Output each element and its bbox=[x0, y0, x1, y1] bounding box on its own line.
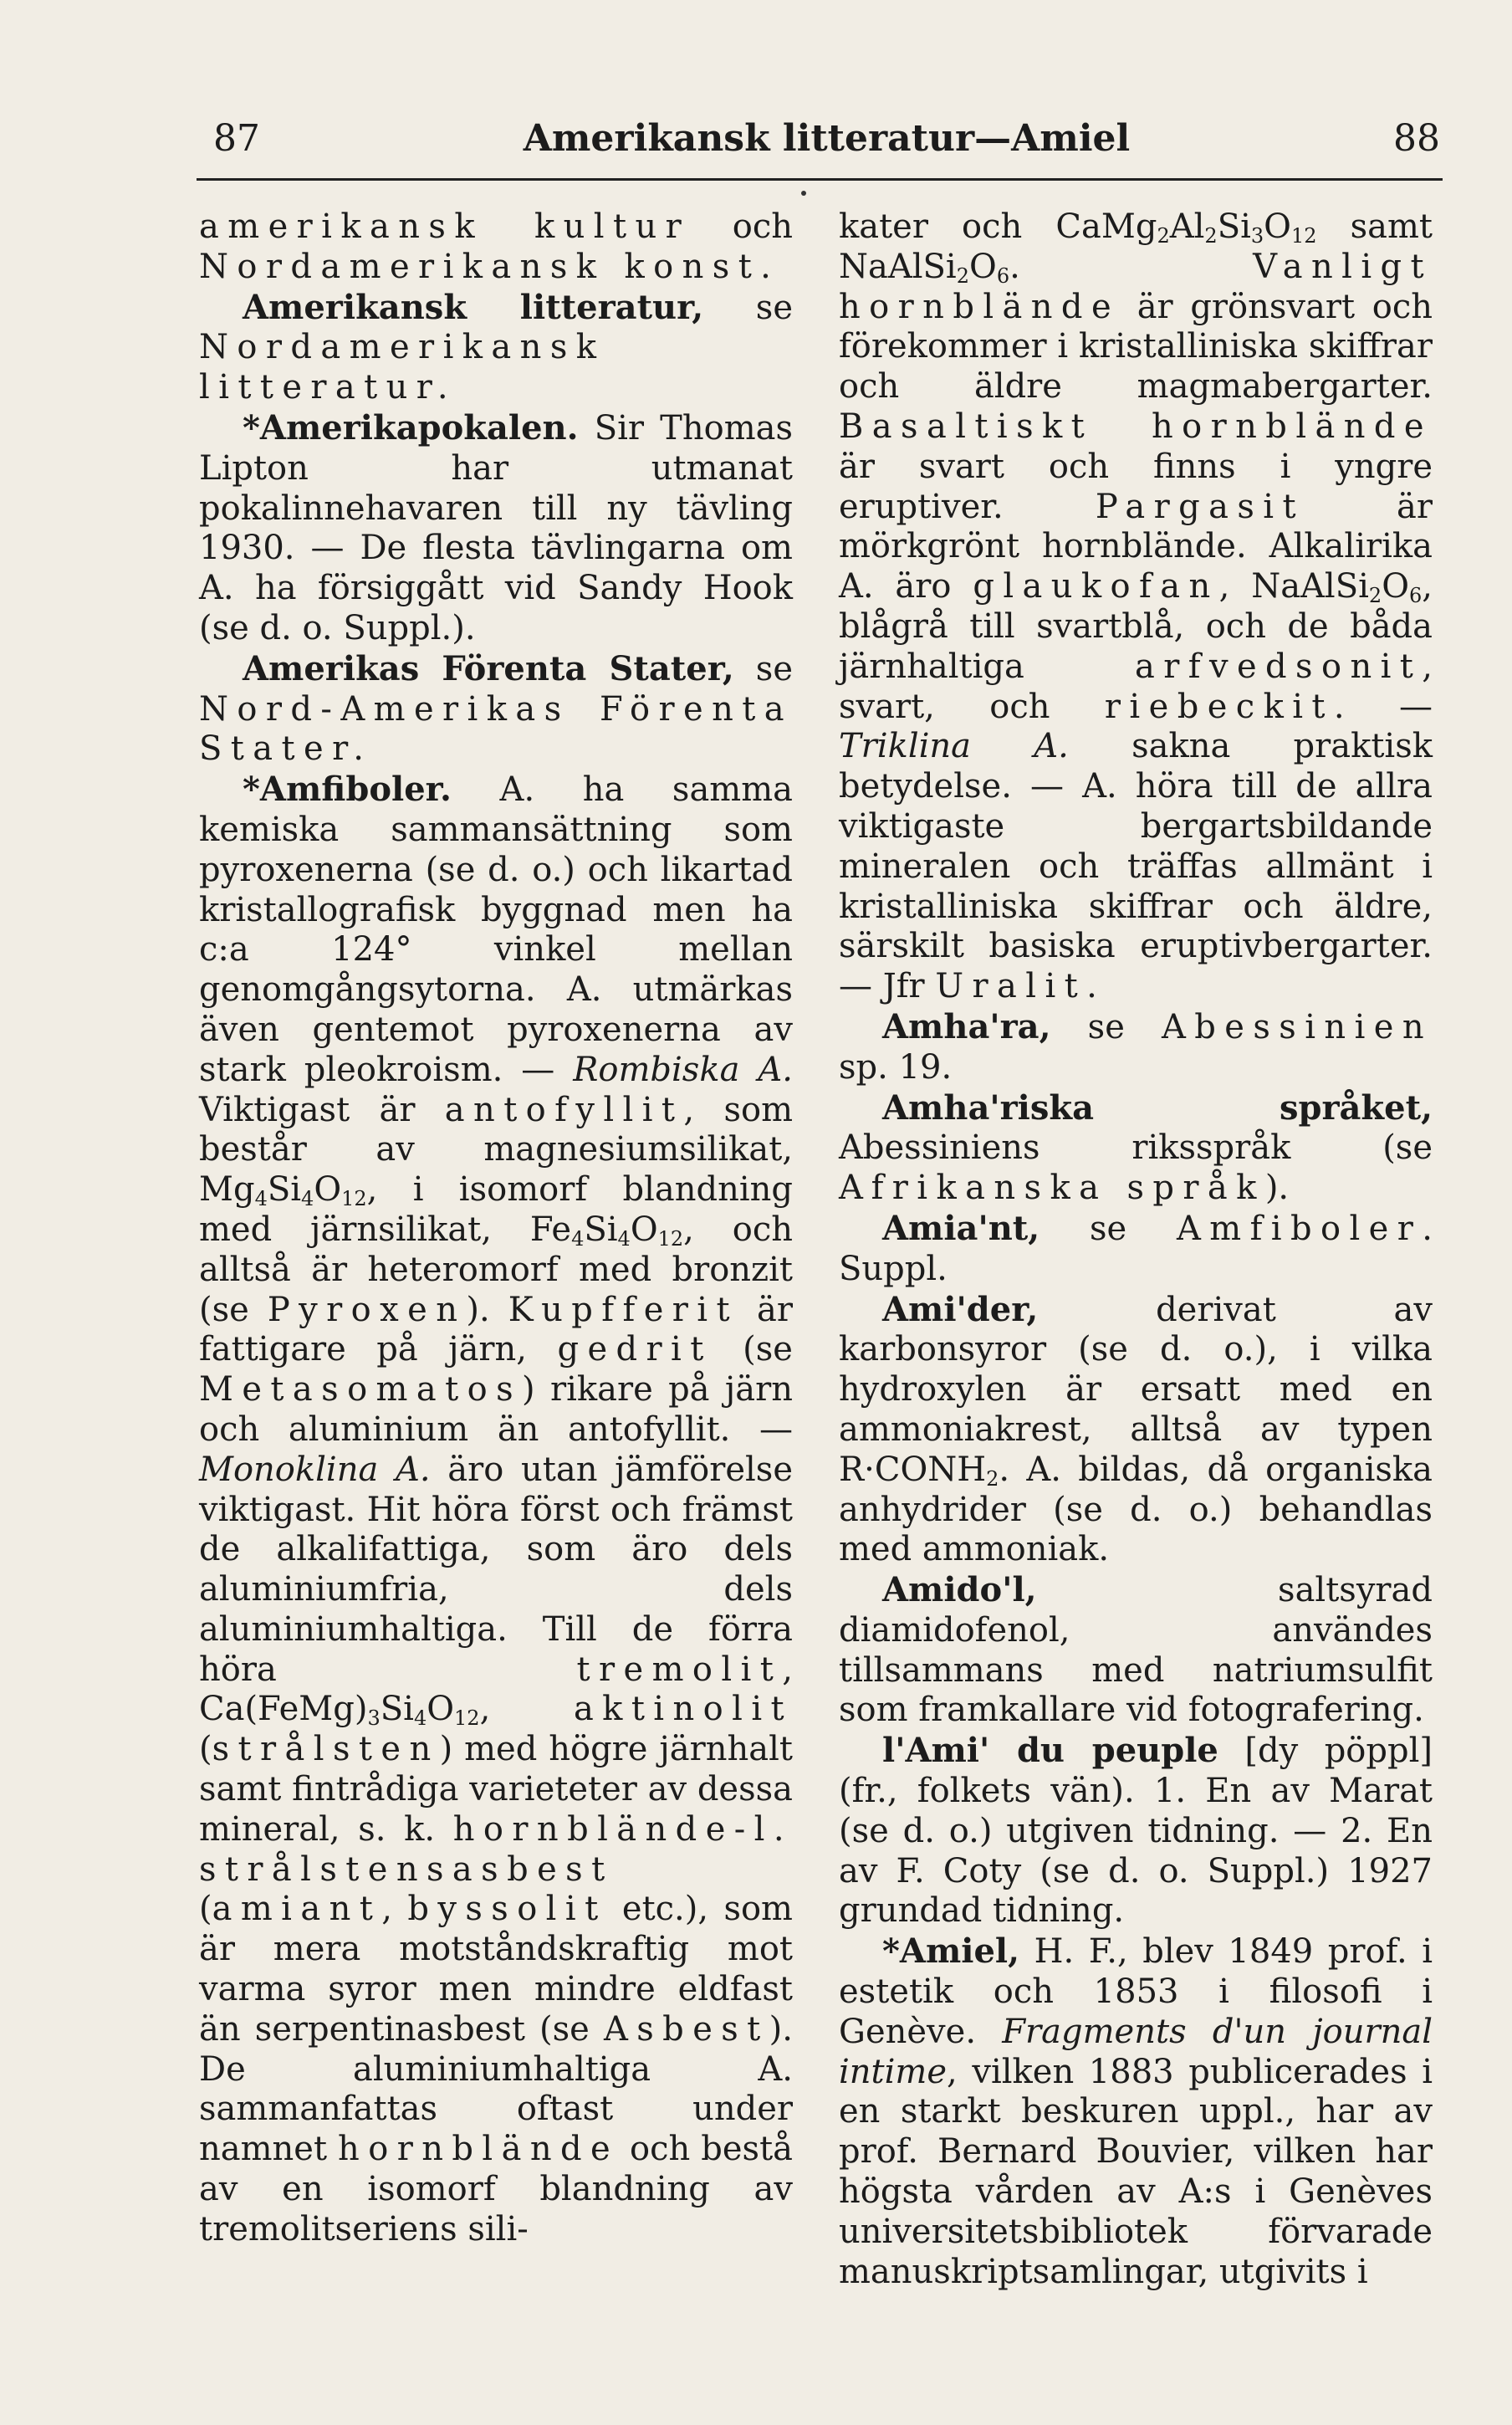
entry-headword: Amido'l, bbox=[882, 1570, 1037, 1610]
entry-amhara: Amha'ra, se Abessinien sp. 19. bbox=[839, 1006, 1433, 1087]
entry-continuation: amerikansk kultur och Nordamerikansk konst. bbox=[199, 207, 793, 286]
entry-amiel: *Amiel, H. F., blev 1849 prof. i estetik och 1853 i filosofi i Genève. Fragments d'un journal intime, vilken 1883 publicerades i en starkt beskuren uppl., har av prof. Bernard Bouvier, vilken har högsta vården av A:s i Genèves universitetsbibliotek förvarade manuskriptsamlingar, utgivits i bbox=[839, 1931, 1433, 2291]
entry-headword: Amha'ra, bbox=[882, 1006, 1051, 1046]
entry-amiant: Amia'nt, se Amfiboler. Suppl. bbox=[839, 1208, 1433, 1288]
entry-headword: Amia'nt, bbox=[882, 1208, 1040, 1248]
running-title: Amerikansk litteratur—Amiel bbox=[523, 117, 1131, 160]
entry-headword: *Amfiboler. bbox=[243, 770, 452, 810]
entry-headword: Ami'der, bbox=[882, 1289, 1039, 1329]
entry-amhariska-spraket: Amha'riska språket, Abessiniens riksspråk (se Afrikanska språk). bbox=[839, 1087, 1433, 1208]
entry-amerikansk-litteratur: Amerikansk litteratur, se Nordamerikansk litteratur. bbox=[199, 287, 793, 407]
entry-amfiboler: *Amfiboler. A. ha samma kemiska sammansättning som pyroxenerna (se d. o.) och likartad kristallografisk byggnad men ha c:a 124° vinkel mellan genomgångsytorna. A. utmärkas även gentemot pyroxenerna av stark pleokroism. — Rombiska A. Viktigast är antofyllit, som består av magnesiumsilikat, $Mg_4Si_4O_{12}$, i isomorf blandning med järnsilikat, $Fe_4Si_4O_{12}$, och alltså är heteromorf med bronzit (se Pyroxen). Kupfferit är fattigare på järn, gedrit (se Metasomatos) rikare på järn och aluminium än antofyllit. — Monoklina A. äro utan jämförelse viktigast. Hit höra först och främst de alkalifattiga, som äro dels aluminiumfria, dels aluminiumhaltiga. Till de förra höra tremolit, $Ca(FeMg)_3Si_4O_{12}$, aktinolit (strålsten) med högre järnhalt samt fintrådiga varieteter av dessa mineral, s. k. hornblände-l. strålstensasbest (amiant, byssolit etc.), som är mera motståndskraftig mot varma syror men mindre eldfast än serpentinasbest (se Asbest). De aluminiumhaltiga A. sammanfattas oftast under namnet hornblände och bestå av en isomorf blandning av tremolitseriens sili- bbox=[199, 770, 794, 2248]
left-column bbox=[199, 207, 793, 2250]
entry-lami-du-peuple: l'Ami' du peuple [dy pöppl] (fr., folkets vän). 1. En av Marat (se d. o.) utgiven tidning. — 2. En av F. Coty (se d. o. Suppl.) 1927 grundad tidning. bbox=[839, 1731, 1433, 1931]
entry-amerikas-forenta-stater: Amerikas Förenta Stater, se Nord-Amerikas Förenta Stater. bbox=[199, 648, 793, 769]
entry-headword: *Amiel, bbox=[882, 1931, 1020, 1972]
entry-amerikapokalen: *Amerikapokalen. Sir Thomas Lipton har utmanat pokalinnehavaren till ny tävling 1930. — De flesta tävlingarna om A. ha försiggått vid Sandy Hook (se d. o. Suppl.). bbox=[199, 407, 793, 647]
entry-headword: Amerikansk litteratur, bbox=[243, 287, 704, 327]
entry-amider: Ami'der, derivat av karbonsyror (se d. o.), i vilka hydroxylen är ersatt med en ammoniakrest, alltså av typen $R\cdot CONH_2$. A. bildas, då organiska anhydrider (se d. o.) behandlas med ammoniak. bbox=[839, 1289, 1433, 1569]
right-column bbox=[839, 207, 1433, 2292]
print-dot bbox=[801, 191, 806, 196]
entry-amidol: Amido'l, saltsyrad diamidofenol, användes tillsammans med natriumsulfit som framkallare vid fotografering. bbox=[839, 1570, 1433, 1730]
page-number-left: 87 bbox=[213, 117, 260, 160]
page-number-right: 88 bbox=[1393, 117, 1440, 160]
page-header bbox=[213, 117, 1440, 167]
entry-headword: Amerikas Förenta Stater, bbox=[243, 648, 734, 688]
entry-headword: l'Ami' du peuple bbox=[882, 1731, 1218, 1771]
entry-headword: *Amerikapokalen. bbox=[243, 407, 579, 448]
entry-headword: Amha'riska språket, bbox=[882, 1087, 1433, 1128]
header-rule bbox=[197, 178, 1443, 181]
entry-continuation: kater och $CaMg_2Al_2Si_3O_{12}$ samt $NaAlSi_2O_6$. Vanligt hornblände är grönsvart och förekommer i kristalliniska skiffrar och äldre magmabergarter. Basaltiskt hornblände är svart och finns i yngre eruptiver. Pargasit är mörkgrönt hornblände. Alkalirika A. äro glaukofan, $NaAlSi_2O_6$, blågrå till svartblå, och de båda järnhaltiga arfvedsonit, svart, och riebeckit. — Triklina A. sakna praktisk betydelse. — A. höra till de allra viktigaste bergartsbildande mineralen och träffas allmänt i kristalliniska skiffrar och äldre, särskilt basiska eruptivbergarter. — Jfr Uralit. bbox=[839, 207, 1433, 1006]
